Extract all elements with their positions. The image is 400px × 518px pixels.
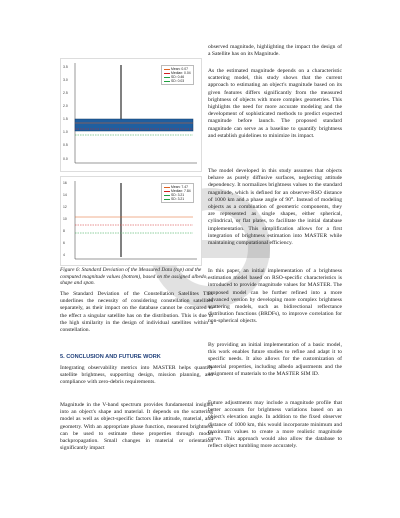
y-tick: 14 <box>63 193 67 197</box>
section-heading: 5. CONCLUSION AND FUTURE WORK <box>60 354 161 360</box>
y-tick: 8 <box>63 229 65 233</box>
figure-caption: Figure 6: Standard Deviation of the Measured Data (top) and the computed magnitude values (bottom), based on the assigned albedo, shape and span. <box>60 267 208 287</box>
paragraph: Future adjustments may include a magnitude profile that better accounts for brightness variations based on an object's elevation angle. In addition to the fixed observer distance of 1000 km, this would incorporate minimum and maximum values to create a more realistic magnitude curve. This approach would also allow the database to reflect object tumbling more accurately. <box>208 400 342 450</box>
y-tick: 6 <box>63 241 65 245</box>
y-tick: 0.5 <box>63 143 68 147</box>
y-tick: 3.5 <box>63 65 68 69</box>
y-tick: 0.0 <box>63 157 68 161</box>
y-tick: 4 <box>63 253 65 257</box>
y-tick: 2.0 <box>63 104 68 108</box>
bottom-boxplot <box>60 176 202 266</box>
y-tick: 12 <box>63 205 67 209</box>
y-tick: 2.5 <box>63 91 68 95</box>
y-tick: 1.0 <box>63 130 68 134</box>
paragraph: Integrating observability metrics into MASTER helps quantify satellite brightness, supporting design, mission planning, and compliance with zero-debris requirements. <box>60 365 213 386</box>
y-tick: 10 <box>63 217 67 221</box>
paragraph: The Standard Deviation of the Constellation Satellites This underlines the necessity of considering constellation satellites separately, as their impact on the database cannot be compared to the effect a singular satellite has on the distribution. This is due to the high similarity in the design of individual satellites within a constellation. <box>60 291 213 334</box>
y-tick: 1.5 <box>63 117 68 121</box>
y-tick: 3.0 <box>63 78 68 82</box>
top-boxplot <box>60 58 202 172</box>
paragraph: In this paper, an initial implementation of a brightness estimation model based on RSO-specific characteristics is introduced to provide magnitude values for MASTER. The proposed model can be further refined into a more advanced version by developing more complex brightness scattering models, such as bidirectional reflectance distribution functions (BRDFs), to improve correlation for non-spherical objects. <box>208 268 342 325</box>
paragraph: By providing an initial implementation of a basic model, this work enables future studies to refine and adapt it to specific needs. It also allows for the customization of material properties, including albedo adjustments and the assignment of materials to the MASTER SIM ID. <box>208 342 342 377</box>
paragraph: As the estimated magnitude depends on a characteristic scattering model, this study shows that the current approach to estimating an object's magnitude based on its given features differs significantly from the measured brightness of objects with more complex geometries. This highlights the need for more accurate modeling and the development of sophisticated methods to predict expected magnitude before launch. The proposed standard magnitude can serve as a baseline to quantify brightness and establish guidelines to minimize its impact. <box>208 68 342 139</box>
paragraph: The model developed in this study assumes that objects behave as purely diffusive surfaces, neglecting attitude dependency. It normalizes brightness values to the standard magnitude, which is defined for an observer-RSO distance of 1000 km and a phase angle of 90°. Instead of modeling objects as a combination of geometric components, they are represented as single shapes, either spherical, cylindrical, or flat plates, to facilitate the initial database implementation. This simplification allows for a first integration of brightness estimation into MASTER while maintaining computational efficiency. <box>208 168 342 247</box>
bottom-legend: Mean: 7.47 Median: 7.84 SD: 3.21 SD: 3.21 <box>161 183 194 203</box>
y-tick: 16 <box>63 181 67 185</box>
paragraph: observed magnitude, highlighting the impact the design of a Satellite has on its Magnitude. <box>208 44 342 58</box>
top-legend: Mean: 0.07 Median: 0.04 SD: 0.46 SD: 0.03 <box>161 65 194 85</box>
paragraph: Magnitude in the V-band spectrum provides fundamental insights into an object's shape and material. It depends on the scattering model as well as object-specific factors like attitude, material, and geometry. With an appropriate phase function, measured brightness can be used to estimate these properties through model backpropagation. Small changes in material or orientation significantly impact <box>60 402 213 452</box>
